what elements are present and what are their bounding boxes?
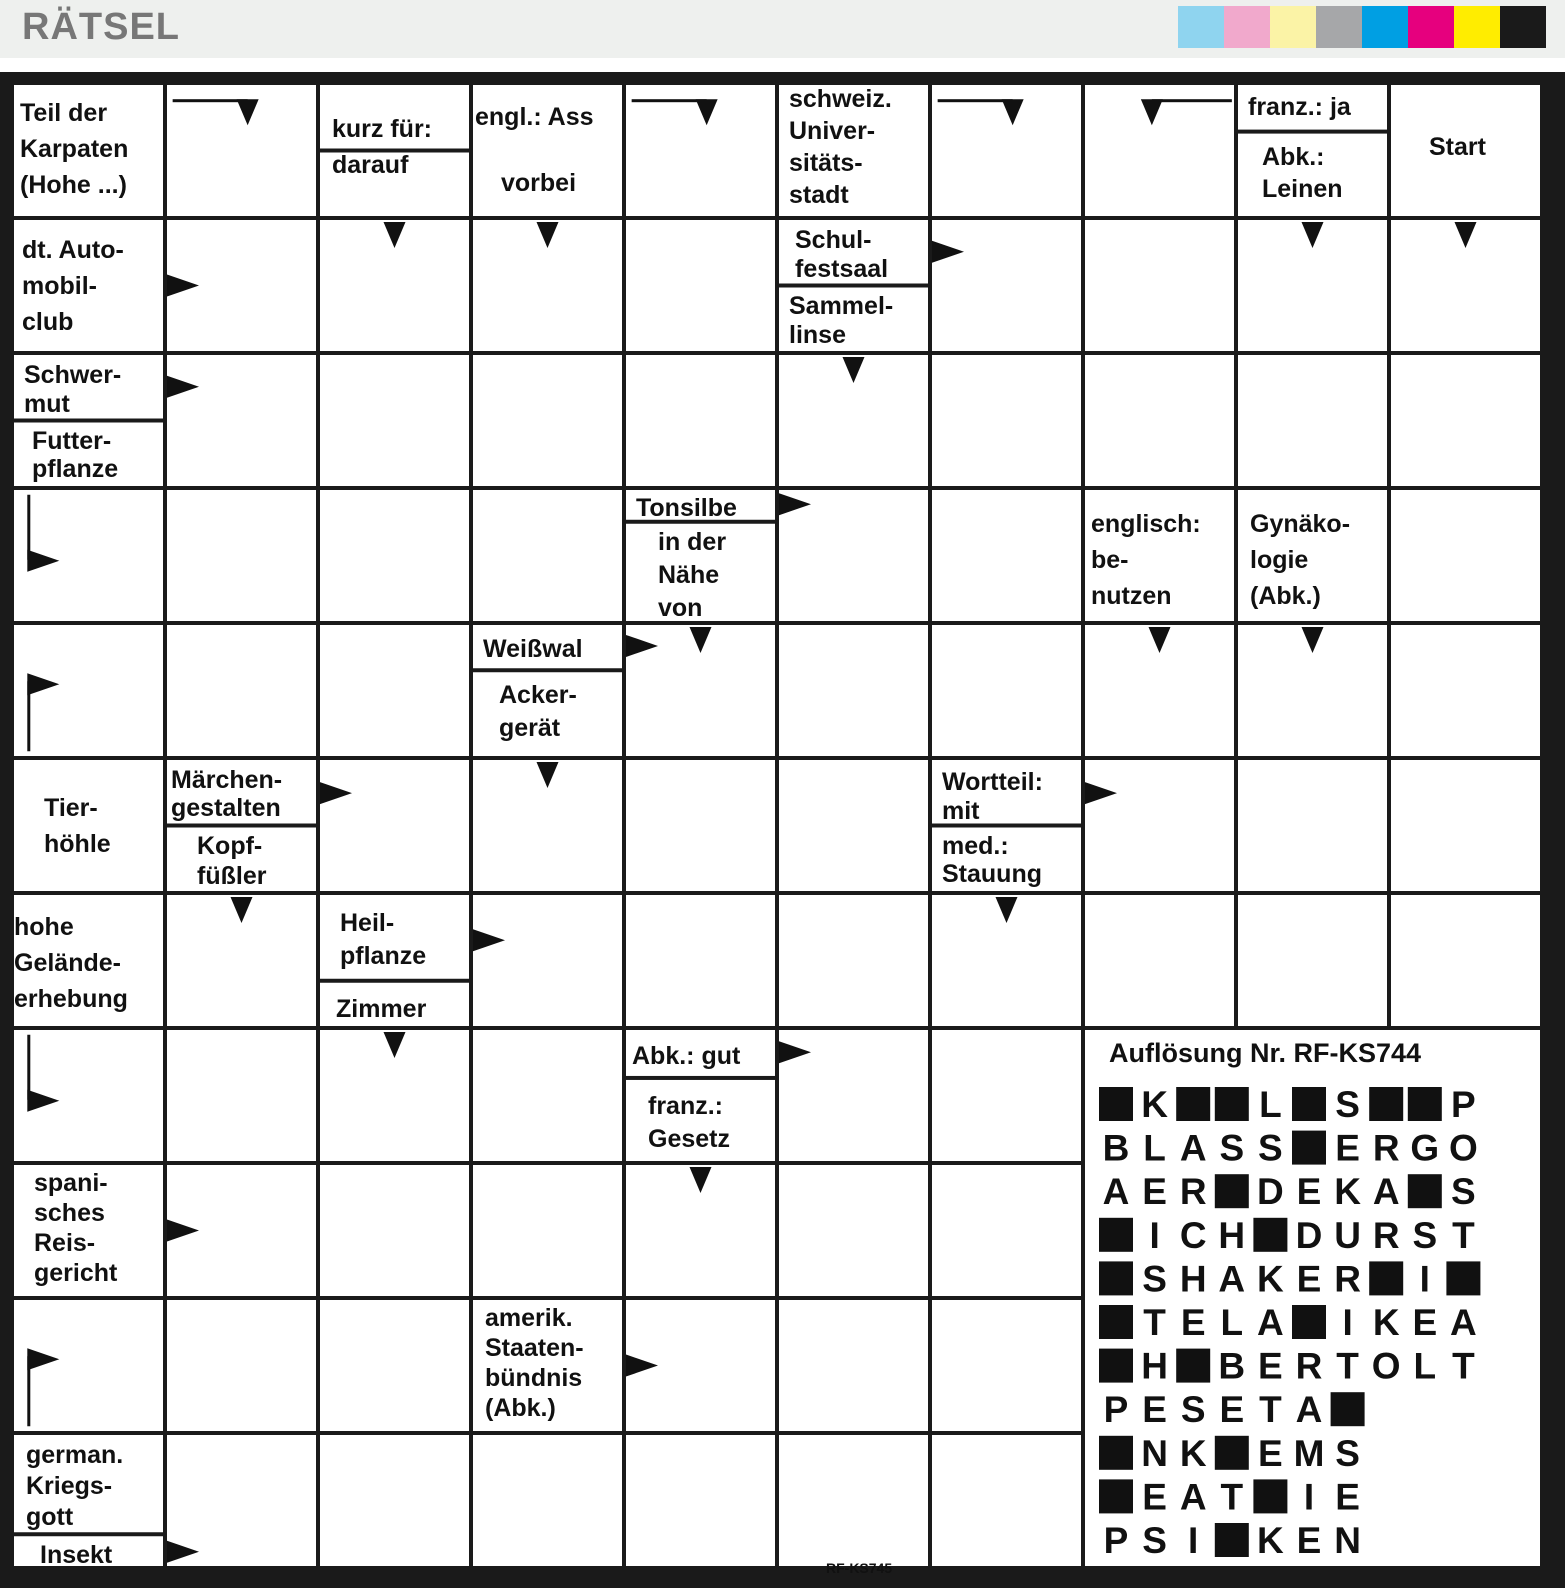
solution-block [1408, 1087, 1442, 1121]
clue-c30: spani-sches Reis-gericht [34, 1169, 118, 1287]
clue-c18: Weißwal [483, 635, 583, 663]
solution-letter: R [1334, 1258, 1361, 1300]
color-swatch [1316, 6, 1362, 48]
clue-c13: Futter-pflanze [32, 427, 119, 483]
clue-c12: Schwer-mut [24, 361, 122, 418]
solution-letter: K [1257, 1520, 1284, 1561]
solution-letter: S [1335, 1084, 1360, 1125]
solution-letter: E [1335, 1476, 1360, 1518]
clue-c9: dt. Auto-mobil-club [22, 236, 124, 336]
grid-cell[interactable] [320, 760, 469, 891]
solution-letter: L [1143, 1127, 1166, 1169]
clue-c19: Acker-gerät [499, 681, 577, 742]
clue-c15: in der Nähe von [658, 528, 727, 622]
color-swatch [1362, 6, 1408, 48]
solution-block [1215, 1523, 1249, 1557]
solution-letter: S [1219, 1127, 1245, 1169]
solution-letter: P [1451, 1084, 1476, 1125]
grid-cell[interactable] [320, 1435, 469, 1566]
grid-cell[interactable] [626, 220, 775, 351]
solution-letter: A [1218, 1258, 1246, 1300]
puzzle-code: RF-KS745 [826, 1560, 893, 1576]
grid-cell[interactable] [320, 355, 469, 486]
solution-letter: R [1295, 1345, 1323, 1387]
solution-letter: U [1334, 1214, 1361, 1256]
solution-block [1099, 1218, 1133, 1252]
clue-c17: Gynäko-logie (Abk.) [1250, 510, 1351, 610]
clue-c27: Zimmer [336, 995, 427, 1023]
solution-letter: E [1258, 1345, 1283, 1387]
solution-letter: L [1220, 1302, 1244, 1343]
grid-cell[interactable] [1391, 895, 1540, 1026]
solution-letter: M [1293, 1432, 1325, 1474]
solution-block [1099, 1305, 1133, 1339]
grid-cell[interactable] [626, 355, 775, 486]
clue-c23: Wortteil: mit [942, 768, 1043, 825]
grid-cell[interactable] [167, 490, 316, 621]
color-swatch [1500, 6, 1546, 48]
solution-letter: S [1180, 1389, 1206, 1431]
grid-cell[interactable] [1391, 760, 1540, 891]
solution-letter: E [1219, 1389, 1245, 1431]
solution-letter: D [1295, 1214, 1323, 1256]
solution-block [1176, 1087, 1210, 1121]
clue-divider [471, 668, 624, 672]
solution-block [1292, 1305, 1326, 1339]
grid-cell[interactable] [779, 760, 928, 891]
grid-cell[interactable] [932, 1300, 1081, 1431]
grid-cell[interactable] [473, 1030, 622, 1161]
solution-letter: I [1303, 1476, 1315, 1518]
solution-block [1215, 1436, 1249, 1470]
solution-letter: K [1179, 1432, 1207, 1474]
solution-letter: A [1179, 1127, 1207, 1169]
solution-letter: A [1295, 1389, 1323, 1431]
solution-letter: A [1257, 1302, 1284, 1343]
grid-cell[interactable] [320, 625, 469, 756]
grid-cell[interactable] [473, 355, 622, 486]
grid-cell[interactable] [932, 1030, 1081, 1161]
solution-letter: L [1259, 1084, 1282, 1125]
clue-c26: Heil-pflanze [340, 909, 427, 970]
grid-cell[interactable] [932, 1435, 1081, 1566]
solution-block [1369, 1261, 1403, 1295]
clue-c25: hohe Gelände-erhebung [14, 913, 128, 1013]
solution-letter: R [1372, 1127, 1400, 1169]
color-swatch [1178, 6, 1224, 48]
solution-letter: R [1179, 1171, 1207, 1213]
grid-cell[interactable] [626, 895, 775, 1026]
grid-cell[interactable] [473, 895, 622, 1026]
solution-letter: E [1296, 1171, 1322, 1213]
clue-c10: Schul-festsaal [795, 226, 889, 283]
solution-letter: E [1180, 1302, 1206, 1343]
solution-letter: K [1334, 1171, 1361, 1213]
clue-divider [624, 1076, 777, 1080]
grid-cell[interactable] [1391, 355, 1540, 486]
clue-c2: kurz für: darauf [332, 115, 432, 179]
solution-block [1099, 1349, 1133, 1383]
solution-block [1215, 1174, 1249, 1208]
solution-letter: L [1413, 1345, 1437, 1387]
grid-cell[interactable] [779, 625, 928, 756]
grid-cell[interactable] [167, 1030, 316, 1161]
grid-cell[interactable] [167, 355, 316, 486]
solution-block [1292, 1087, 1326, 1121]
solution-letter: T [1452, 1345, 1475, 1387]
solution-letter: E [1335, 1127, 1360, 1169]
grid-cell[interactable] [932, 355, 1081, 486]
solution-block [1408, 1174, 1442, 1208]
solution-letter: S [1142, 1520, 1167, 1561]
solution-block [1253, 1218, 1287, 1252]
clue-c29: franz.: Gesetz [648, 1092, 730, 1153]
color-swatches [1178, 6, 1546, 48]
clue-c28: Abk.: gut [632, 1042, 741, 1070]
solution-letter: H [1179, 1258, 1207, 1300]
solution-letter: B [1102, 1127, 1130, 1169]
solution-block [1253, 1479, 1287, 1513]
grid-cell[interactable] [779, 1435, 928, 1566]
grid-cell[interactable] [1085, 760, 1234, 891]
clue-c3: engl.: Ass [475, 103, 594, 131]
grid-cell[interactable] [1238, 760, 1387, 891]
solution-letter: T [1336, 1345, 1359, 1387]
solution-letter: A [1450, 1302, 1477, 1343]
solution-letter: B [1218, 1345, 1246, 1387]
grid-cell[interactable] [932, 490, 1081, 621]
clue-c14: Tonsilbe [636, 494, 737, 522]
clue-c8: Start [1429, 133, 1486, 161]
grid-cell[interactable] [1238, 895, 1387, 1026]
solution-letter: A [1179, 1476, 1207, 1518]
solution-letter: T [1143, 1302, 1166, 1343]
solution-letter: E [1142, 1476, 1167, 1518]
clue-divider [777, 284, 930, 288]
clue-c24: med.: Stauung [942, 832, 1042, 888]
page-title: RÄTSEL [22, 6, 180, 48]
grid-cell[interactable] [1391, 490, 1540, 621]
solution-letter: E [1412, 1302, 1438, 1343]
solution-block [1099, 1436, 1133, 1470]
solution-letter: A [1102, 1171, 1130, 1213]
solution-letter: N [1334, 1520, 1361, 1561]
solution-letter: S [1258, 1127, 1283, 1169]
grid-cell[interactable] [1085, 220, 1234, 351]
grid-cell[interactable] [473, 1165, 622, 1296]
grid-cell[interactable] [932, 1165, 1081, 1296]
solution-letter: T [1452, 1214, 1475, 1256]
solution-title: Auflösung Nr. RF-KS744 [1109, 1038, 1422, 1068]
clue-c6: franz.: ja [1248, 93, 1351, 121]
solution-letter: O [1449, 1127, 1478, 1169]
solution-block [1176, 1349, 1210, 1383]
clue-c21: Märchen-gestalten [171, 766, 283, 822]
grid-cell[interactable] [320, 490, 469, 621]
clue-divider [165, 824, 318, 828]
clue-c1: Teil der Karpaten (Hohe ...) [20, 99, 129, 199]
clue-divider [1236, 130, 1389, 134]
solution-letter: E [1258, 1432, 1283, 1474]
solution-block [1099, 1479, 1133, 1513]
solution-letter: I [1419, 1258, 1430, 1300]
solution-letter: E [1296, 1258, 1322, 1300]
color-swatch [1224, 6, 1270, 48]
solution-block [1099, 1261, 1133, 1295]
clue-c16: englisch: be-nutzen [1091, 510, 1201, 610]
solution-letter: I [1188, 1520, 1199, 1561]
solution-letter: S [1335, 1432, 1360, 1474]
clue-divider [12, 419, 165, 423]
clue-c31: amerik. Staaten-bündnis (Abk.) [485, 1304, 584, 1422]
clue-c5: schweiz. Univer-sitäts-stadt [789, 85, 892, 209]
grid-cell[interactable] [473, 1435, 622, 1566]
clue-c22: Kopf-füßler [197, 832, 267, 890]
clue-c11: Sammel-linse [789, 292, 894, 349]
solution-letter: E [1142, 1389, 1167, 1431]
solution-letter: R [1372, 1214, 1400, 1256]
grid-cell[interactable] [473, 490, 622, 621]
grid-cell[interactable] [626, 760, 775, 891]
clue-c7: Abk.: Leinen [1262, 143, 1343, 203]
grid-cell[interactable] [779, 490, 928, 621]
solution-letter: S [1451, 1171, 1476, 1213]
grid-cell[interactable] [779, 895, 928, 1026]
solution-block [1331, 1392, 1365, 1426]
clue-divider [12, 1532, 165, 1536]
grid-cell[interactable] [779, 1165, 928, 1296]
grid-cell[interactable] [320, 1165, 469, 1296]
solution-letter: P [1103, 1389, 1129, 1431]
solution-letter: H [1218, 1214, 1246, 1256]
solution-letter: G [1410, 1127, 1440, 1169]
color-swatch [1454, 6, 1500, 48]
solution-letter: S [1142, 1258, 1167, 1300]
solution-letter: D [1257, 1171, 1284, 1213]
clue-c33: Insekt [40, 1541, 113, 1569]
clue-c4: vorbei [501, 169, 577, 197]
grid-cell[interactable] [932, 220, 1081, 351]
solution-letter: S [1412, 1214, 1438, 1256]
grid-cell[interactable] [167, 625, 316, 756]
solution-block [1369, 1087, 1403, 1121]
solution-letter: H [1141, 1345, 1168, 1387]
clue-divider [318, 979, 471, 983]
solution-letter: C [1179, 1214, 1207, 1256]
crossword-grid[interactable] [10, 81, 1555, 1579]
grid-cell[interactable] [1085, 355, 1234, 486]
grid-cell[interactable] [779, 1300, 928, 1431]
solution-block [1099, 1087, 1133, 1121]
grid-cell[interactable] [932, 625, 1081, 756]
grid-cell[interactable] [1238, 355, 1387, 486]
grid-cell[interactable] [1391, 625, 1540, 756]
solution-block [1215, 1087, 1249, 1121]
solution-letter: T [1259, 1389, 1282, 1431]
color-swatch [1270, 6, 1316, 48]
grid-cell[interactable] [167, 1300, 316, 1431]
solution-letter: N [1141, 1432, 1168, 1474]
clue-c32: german. Kriegs-gott [26, 1441, 124, 1531]
solution-letter: I [1342, 1302, 1353, 1343]
grid-cell[interactable] [167, 1435, 316, 1566]
grid-cell[interactable] [320, 1300, 469, 1431]
solution-letter: T [1220, 1476, 1244, 1518]
solution-block [1292, 1131, 1326, 1165]
solution-letter: I [1149, 1214, 1160, 1256]
solution-letter: E [1142, 1171, 1167, 1213]
color-swatch [1408, 6, 1454, 48]
header-bar [0, 0, 1565, 58]
solution-letter: K [1141, 1084, 1168, 1125]
solution-letter: K [1372, 1302, 1400, 1343]
grid-cell[interactable] [14, 760, 163, 891]
solution-letter: O [1371, 1345, 1401, 1387]
solution-block [1446, 1261, 1480, 1295]
solution-letter: K [1257, 1258, 1284, 1300]
grid-cell[interactable] [1085, 895, 1234, 1026]
solution-letter: A [1372, 1171, 1400, 1213]
solution-letter: E [1296, 1520, 1322, 1561]
solution-letter: P [1103, 1520, 1129, 1561]
grid-cell[interactable] [626, 1435, 775, 1566]
clue-c20: Tier-höhle [44, 794, 111, 858]
